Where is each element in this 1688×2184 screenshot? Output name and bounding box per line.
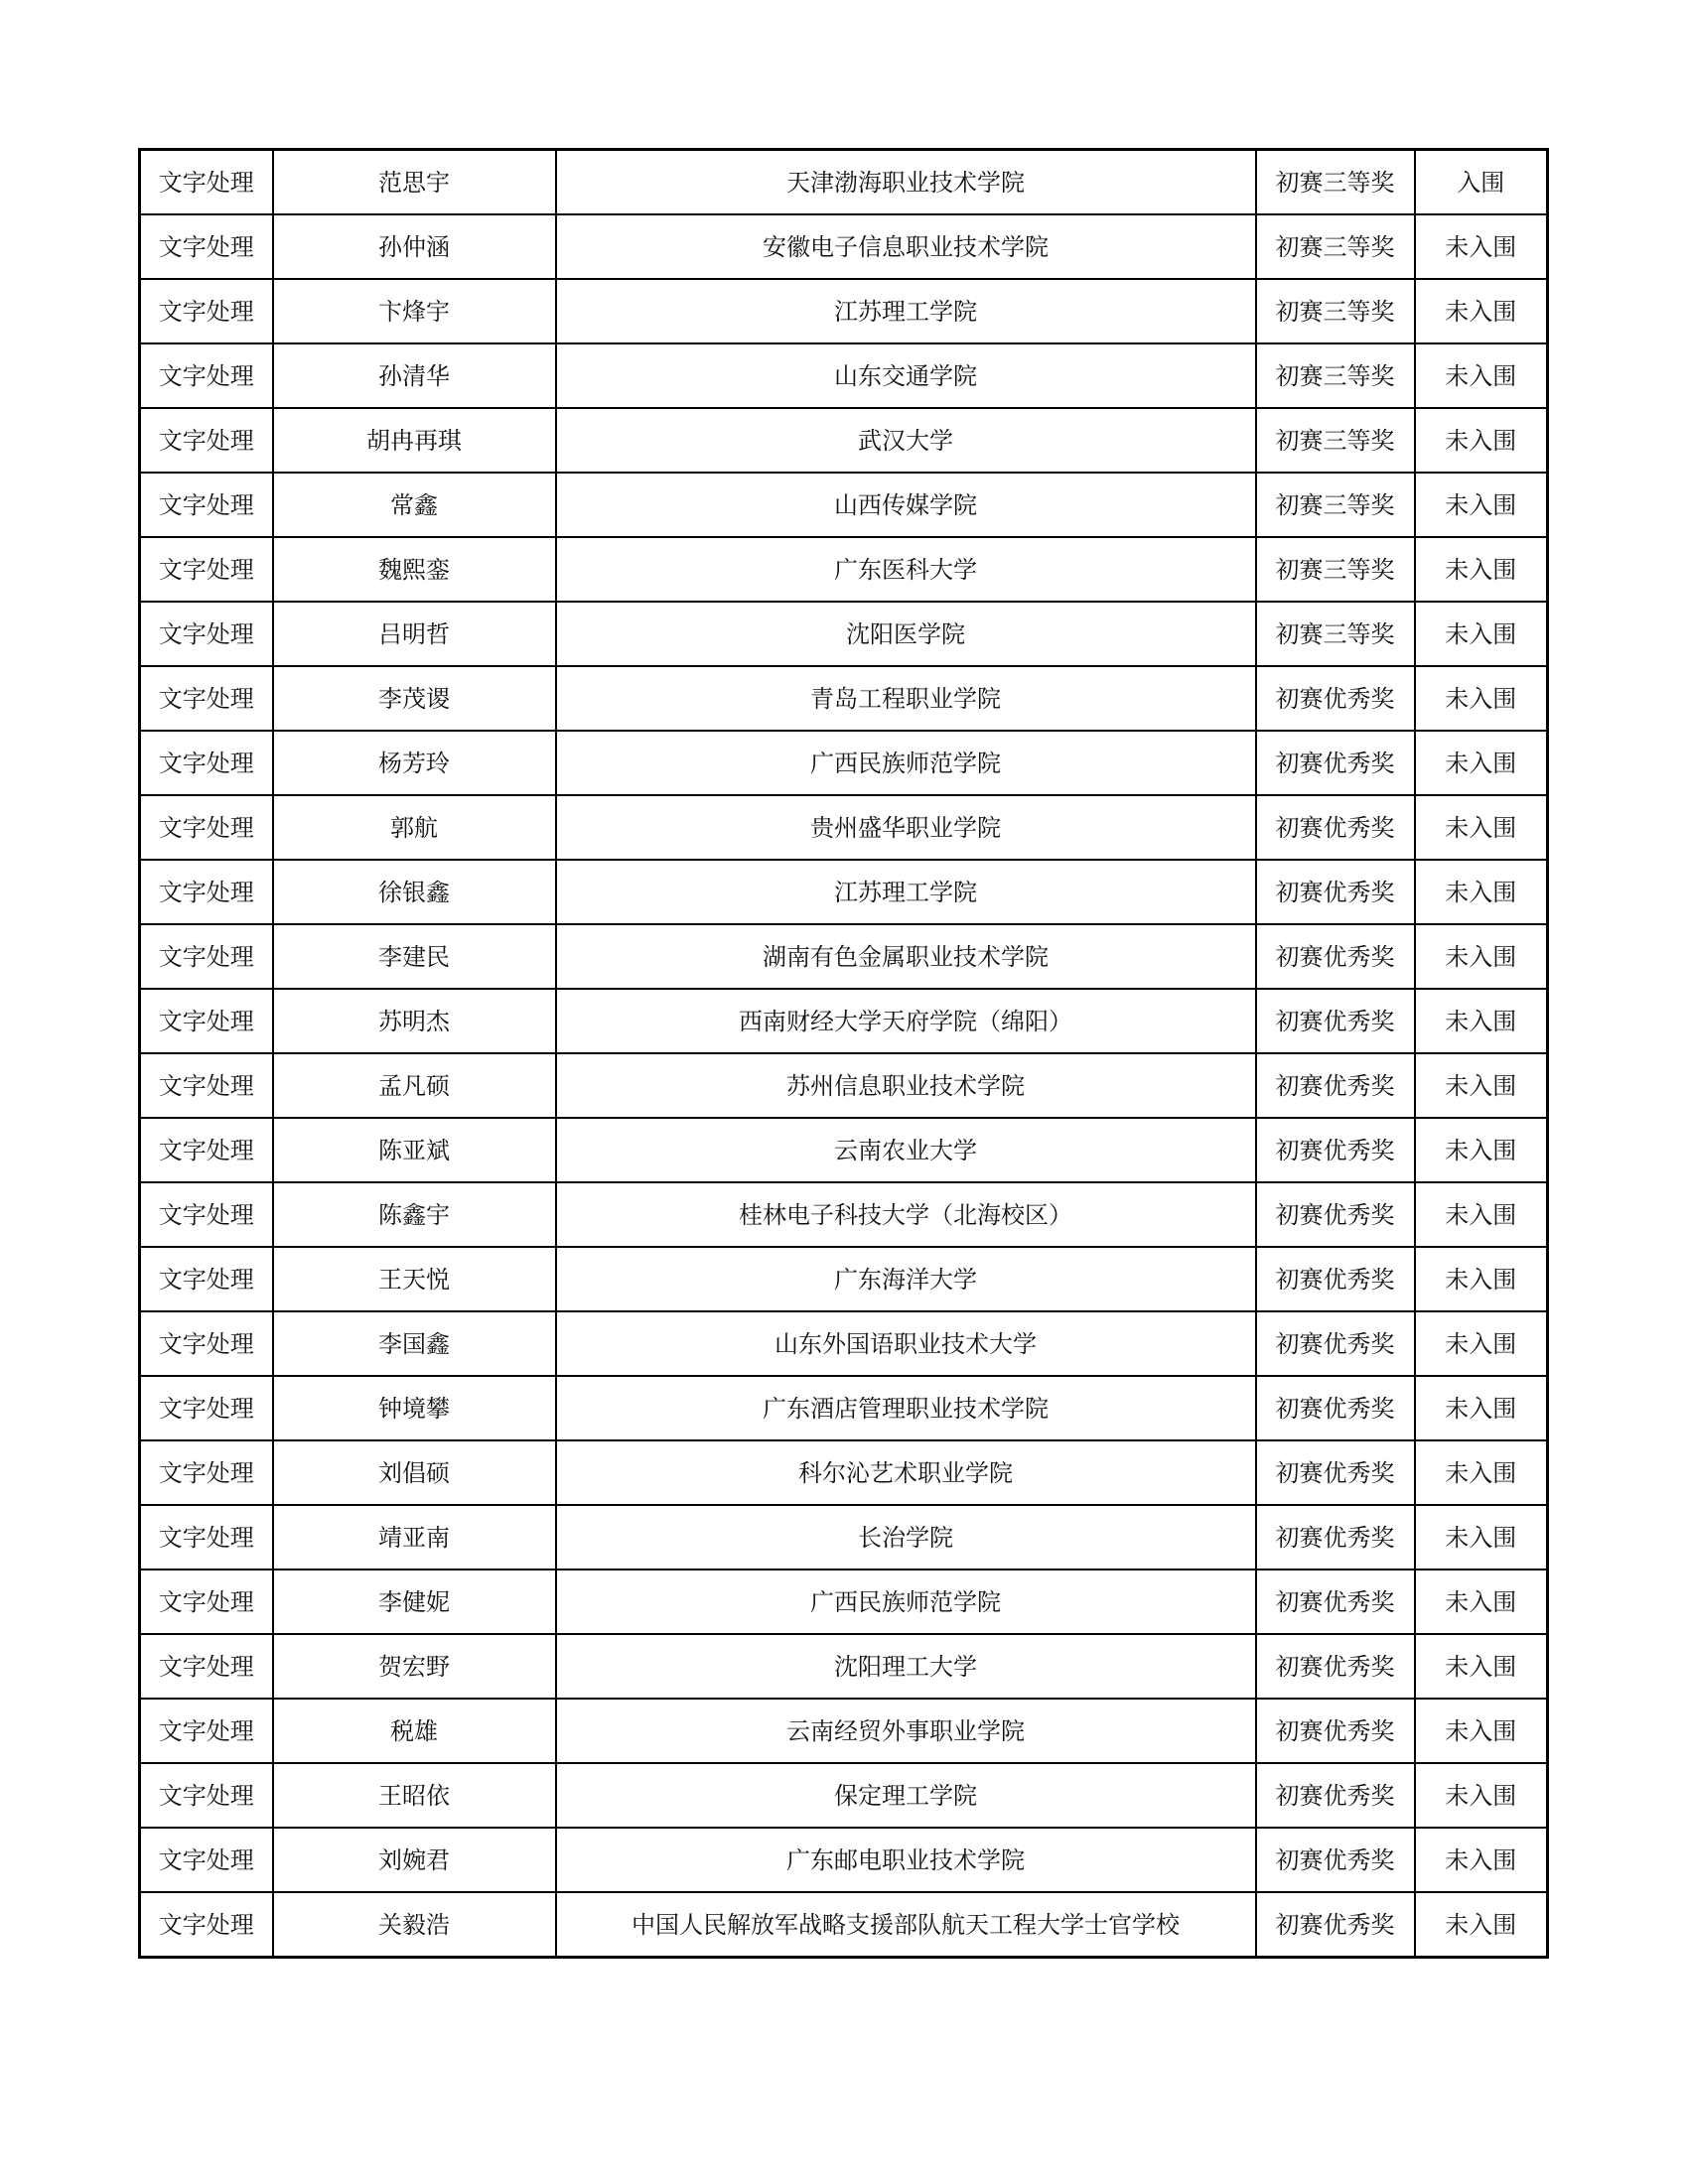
school-cell: 天津渤海职业技术学院 <box>556 150 1256 215</box>
school-cell: 科尔沁艺术职业学院 <box>556 1440 1256 1505</box>
category-cell: 文字处理 <box>140 860 273 924</box>
category-cell: 文字处理 <box>140 214 273 279</box>
name-cell: 李茂谡 <box>273 666 556 731</box>
table-row <box>140 150 1548 215</box>
status-cell: 未入围 <box>1415 731 1548 795</box>
table-row <box>140 1053 1548 1118</box>
name-cell: 李国鑫 <box>273 1311 556 1376</box>
name-cell: 吕明哲 <box>273 602 556 666</box>
school-cell: 广东海洋大学 <box>556 1247 1256 1311</box>
award-cell: 初赛优秀奖 <box>1256 1440 1415 1505</box>
status-cell: 未入围 <box>1415 1053 1548 1118</box>
school-cell: 山东外国语职业技术大学 <box>556 1311 1256 1376</box>
school-cell: 沈阳医学院 <box>556 602 1256 666</box>
table-row <box>140 731 1548 795</box>
status-cell: 未入围 <box>1415 1118 1548 1182</box>
name-cell: 胡冉再琪 <box>273 408 556 473</box>
award-cell: 初赛三等奖 <box>1256 150 1415 215</box>
status-cell: 未入围 <box>1415 1892 1548 1958</box>
table-row <box>140 989 1548 1053</box>
category-cell: 文字处理 <box>140 795 273 860</box>
status-cell: 未入围 <box>1415 214 1548 279</box>
table-row <box>140 1634 1548 1699</box>
school-cell: 山西传媒学院 <box>556 473 1256 537</box>
table-row <box>140 666 1548 731</box>
status-cell: 未入围 <box>1415 1182 1548 1247</box>
status-cell: 未入围 <box>1415 1376 1548 1440</box>
award-cell: 初赛三等奖 <box>1256 279 1415 343</box>
school-cell: 广西民族师范学院 <box>556 1570 1256 1634</box>
category-cell: 文字处理 <box>140 1053 273 1118</box>
table-row <box>140 1892 1548 1958</box>
name-cell: 杨芳玲 <box>273 731 556 795</box>
school-cell: 云南经贸外事职业学院 <box>556 1699 1256 1763</box>
status-cell: 未入围 <box>1415 666 1548 731</box>
category-cell: 文字处理 <box>140 279 273 343</box>
category-cell: 文字处理 <box>140 1828 273 1892</box>
award-cell: 初赛优秀奖 <box>1256 1311 1415 1376</box>
award-cell: 初赛三等奖 <box>1256 473 1415 537</box>
award-cell: 初赛优秀奖 <box>1256 924 1415 989</box>
school-cell: 桂林电子科技大学（北海校区） <box>556 1182 1256 1247</box>
award-cell: 初赛优秀奖 <box>1256 1699 1415 1763</box>
table-row <box>140 279 1548 343</box>
school-cell: 青岛工程职业学院 <box>556 666 1256 731</box>
name-cell: 孟凡硕 <box>273 1053 556 1118</box>
name-cell: 刘倡硕 <box>273 1440 556 1505</box>
award-cell: 初赛三等奖 <box>1256 537 1415 602</box>
status-cell: 未入围 <box>1415 408 1548 473</box>
category-cell: 文字处理 <box>140 473 273 537</box>
category-cell: 文字处理 <box>140 924 273 989</box>
table-row <box>140 408 1548 473</box>
award-cell: 初赛优秀奖 <box>1256 666 1415 731</box>
category-cell: 文字处理 <box>140 343 273 408</box>
category-cell: 文字处理 <box>140 666 273 731</box>
status-cell: 未入围 <box>1415 860 1548 924</box>
table-row <box>140 1182 1548 1247</box>
award-cell: 初赛三等奖 <box>1256 343 1415 408</box>
status-cell: 未入围 <box>1415 1763 1548 1828</box>
school-cell: 江苏理工学院 <box>556 860 1256 924</box>
school-cell: 中国人民解放军战略支援部队航天工程大学士官学校 <box>556 1892 1256 1958</box>
school-cell: 广东酒店管理职业技术学院 <box>556 1376 1256 1440</box>
name-cell: 税雄 <box>273 1699 556 1763</box>
award-cell: 初赛优秀奖 <box>1256 1505 1415 1570</box>
name-cell: 李建民 <box>273 924 556 989</box>
name-cell: 孙仲涵 <box>273 214 556 279</box>
award-cell: 初赛优秀奖 <box>1256 795 1415 860</box>
status-cell: 未入围 <box>1415 1505 1548 1570</box>
category-cell: 文字处理 <box>140 150 273 215</box>
table-row <box>140 537 1548 602</box>
name-cell: 刘婉君 <box>273 1828 556 1892</box>
status-cell: 入围 <box>1415 150 1548 215</box>
status-cell: 未入围 <box>1415 1699 1548 1763</box>
table-row <box>140 1505 1548 1570</box>
table-row <box>140 214 1548 279</box>
table-row <box>140 1440 1548 1505</box>
table-row <box>140 1311 1548 1376</box>
award-cell: 初赛优秀奖 <box>1256 1570 1415 1634</box>
table-row <box>140 602 1548 666</box>
name-cell: 李健妮 <box>273 1570 556 1634</box>
award-cell: 初赛优秀奖 <box>1256 1763 1415 1828</box>
status-cell: 未入围 <box>1415 1634 1548 1699</box>
category-cell: 文字处理 <box>140 1440 273 1505</box>
school-cell: 贵州盛华职业学院 <box>556 795 1256 860</box>
category-cell: 文字处理 <box>140 1570 273 1634</box>
award-cell: 初赛优秀奖 <box>1256 1247 1415 1311</box>
school-cell: 广东邮电职业技术学院 <box>556 1828 1256 1892</box>
award-cell: 初赛三等奖 <box>1256 602 1415 666</box>
table-row <box>140 795 1548 860</box>
award-cell: 初赛优秀奖 <box>1256 989 1415 1053</box>
table-row <box>140 343 1548 408</box>
award-cell: 初赛优秀奖 <box>1256 1118 1415 1182</box>
category-cell: 文字处理 <box>140 1247 273 1311</box>
school-cell: 苏州信息职业技术学院 <box>556 1053 1256 1118</box>
category-cell: 文字处理 <box>140 731 273 795</box>
category-cell: 文字处理 <box>140 1892 273 1958</box>
table-row <box>140 1376 1548 1440</box>
name-cell: 范思宇 <box>273 150 556 215</box>
table-row <box>140 1118 1548 1182</box>
table-row <box>140 1699 1548 1763</box>
name-cell: 陈亚斌 <box>273 1118 556 1182</box>
status-cell: 未入围 <box>1415 537 1548 602</box>
name-cell: 苏明杰 <box>273 989 556 1053</box>
category-cell: 文字处理 <box>140 989 273 1053</box>
status-cell: 未入围 <box>1415 1828 1548 1892</box>
school-cell: 广东医科大学 <box>556 537 1256 602</box>
school-cell: 江苏理工学院 <box>556 279 1256 343</box>
table-row <box>140 860 1548 924</box>
school-cell: 武汉大学 <box>556 408 1256 473</box>
table-row <box>140 473 1548 537</box>
category-cell: 文字处理 <box>140 537 273 602</box>
status-cell: 未入围 <box>1415 1247 1548 1311</box>
category-cell: 文字处理 <box>140 408 273 473</box>
category-cell: 文字处理 <box>140 1311 273 1376</box>
award-cell: 初赛优秀奖 <box>1256 1376 1415 1440</box>
table-row <box>140 1247 1548 1311</box>
category-cell: 文字处理 <box>140 1634 273 1699</box>
name-cell: 徐银鑫 <box>273 860 556 924</box>
award-cell: 初赛优秀奖 <box>1256 731 1415 795</box>
award-cell: 初赛优秀奖 <box>1256 1892 1415 1958</box>
award-cell: 初赛三等奖 <box>1256 214 1415 279</box>
school-cell: 湖南有色金属职业技术学院 <box>556 924 1256 989</box>
name-cell: 常鑫 <box>273 473 556 537</box>
name-cell: 郭航 <box>273 795 556 860</box>
table-row <box>140 1763 1548 1828</box>
results-table-body <box>140 150 1548 1958</box>
status-cell: 未入围 <box>1415 1570 1548 1634</box>
name-cell: 孙清华 <box>273 343 556 408</box>
category-cell: 文字处理 <box>140 1763 273 1828</box>
name-cell: 贺宏野 <box>273 1634 556 1699</box>
name-cell: 魏熙銮 <box>273 537 556 602</box>
name-cell: 卞烽宇 <box>273 279 556 343</box>
category-cell: 文字处理 <box>140 1699 273 1763</box>
name-cell: 钟境攀 <box>273 1376 556 1440</box>
award-cell: 初赛优秀奖 <box>1256 1828 1415 1892</box>
status-cell: 未入围 <box>1415 1440 1548 1505</box>
category-cell: 文字处理 <box>140 1118 273 1182</box>
table-row <box>140 1828 1548 1892</box>
name-cell: 靖亚南 <box>273 1505 556 1570</box>
school-cell: 长治学院 <box>556 1505 1256 1570</box>
school-cell: 广西民族师范学院 <box>556 731 1256 795</box>
award-cell: 初赛优秀奖 <box>1256 1182 1415 1247</box>
school-cell: 安徽电子信息职业技术学院 <box>556 214 1256 279</box>
status-cell: 未入围 <box>1415 279 1548 343</box>
name-cell: 关毅浩 <box>273 1892 556 1958</box>
category-cell: 文字处理 <box>140 1376 273 1440</box>
school-cell: 山东交通学院 <box>556 343 1256 408</box>
category-cell: 文字处理 <box>140 602 273 666</box>
status-cell: 未入围 <box>1415 795 1548 860</box>
results-table <box>138 148 1549 1959</box>
status-cell: 未入围 <box>1415 602 1548 666</box>
school-cell: 云南农业大学 <box>556 1118 1256 1182</box>
status-cell: 未入围 <box>1415 1311 1548 1376</box>
status-cell: 未入围 <box>1415 989 1548 1053</box>
status-cell: 未入围 <box>1415 473 1548 537</box>
name-cell: 陈鑫宇 <box>273 1182 556 1247</box>
award-cell: 初赛优秀奖 <box>1256 1634 1415 1699</box>
school-cell: 西南财经大学天府学院（绵阳） <box>556 989 1256 1053</box>
award-cell: 初赛优秀奖 <box>1256 860 1415 924</box>
name-cell: 王天悦 <box>273 1247 556 1311</box>
name-cell: 王昭依 <box>273 1763 556 1828</box>
results-sheet <box>138 148 1546 1959</box>
award-cell: 初赛三等奖 <box>1256 408 1415 473</box>
category-cell: 文字处理 <box>140 1505 273 1570</box>
school-cell: 保定理工学院 <box>556 1763 1256 1828</box>
status-cell: 未入围 <box>1415 343 1548 408</box>
table-row <box>140 924 1548 989</box>
status-cell: 未入围 <box>1415 924 1548 989</box>
school-cell: 沈阳理工大学 <box>556 1634 1256 1699</box>
category-cell: 文字处理 <box>140 1182 273 1247</box>
award-cell: 初赛优秀奖 <box>1256 1053 1415 1118</box>
table-row <box>140 1570 1548 1634</box>
